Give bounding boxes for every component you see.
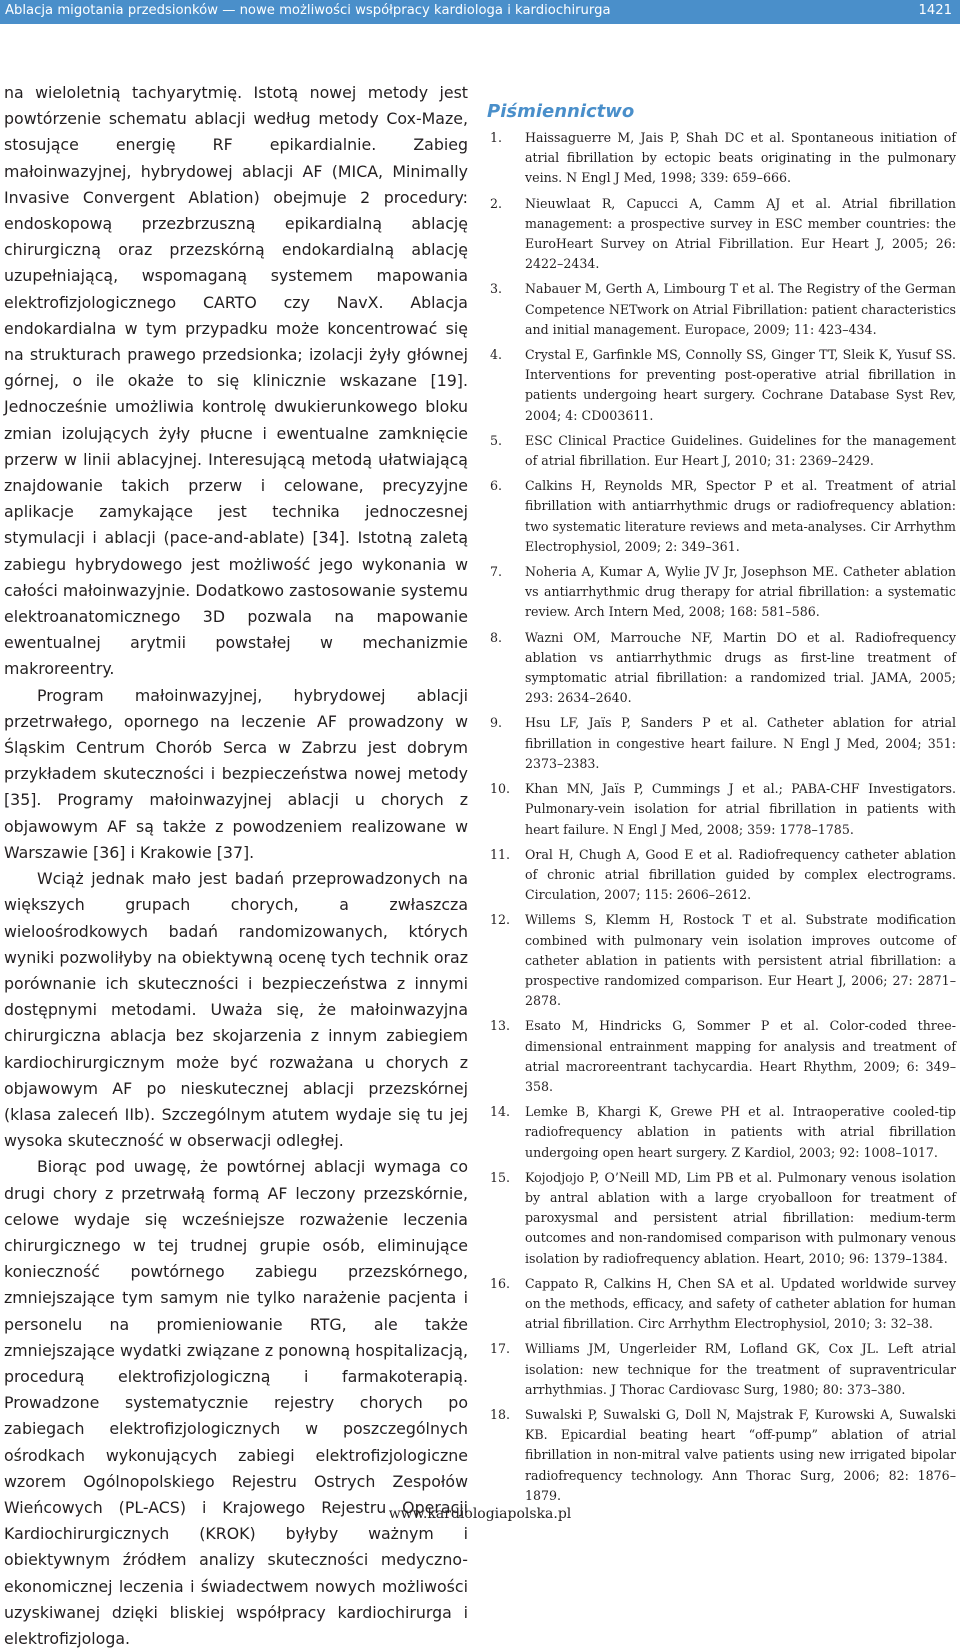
reference-item [486, 279, 956, 340]
reference-item [486, 1168, 956, 1269]
reference-text: Oral H, Chugh A, Good E et al. Radiofrequency catheter ablation of chronic atrial fibrillation guided by complex electrograms. Circulation, 2007; 115: 2606–2612. [525, 846, 956, 903]
reference-text: Hsu LF, Jaïs P, Sanders P et al. Catheter ablation for atrial fibrillation in congestive heart failure. N Engl J Med, 2004; 351: 2373–2383. [525, 715, 956, 771]
reference-number: 16. [490, 1275, 511, 1291]
body-paragraph: Program małoinwazyjnej, hybrydowej ablacji przetrwałego, opornego na leczenie AF prowadzony w Śląskim Centrum Chorób Serca w Zabrzu jest dobrym przykładem skuteczności i bezpieczeństwa nowej metody [35]. Programy małoinwazyjnej ablacji u chorych z objawowym AF są także z powodzeniem realizowane w Warszawie [36] i Krakowie [37]. [4, 685, 468, 862]
reference-number: 18. [490, 1406, 511, 1422]
reference-text: Esato M, Hindricks G, Sommer P et al. Color-coded three-dimensional entrainment mapping for analysis and treatment of atrial macroreentrant tachycardia. Heart Rhythm, 2009; 6: 349–358. [525, 1018, 956, 1094]
reference-item [486, 194, 956, 275]
reference-number: 12. [490, 912, 511, 928]
reference-item [486, 431, 956, 471]
reference-number: 2. [490, 195, 503, 211]
reference-text: Kojodjojo P, O’Neill MD, Lim PB et al. Pulmonary venous isolation by antral ablation with a large cryoballoon for treatment of paroxysmal and persistent atrial fibrillation: medium-term outcomes and non-randomised comparison with pulmonary venous isolation by radiofrequency ablation. Heart, 2010; 96: 1379–1384. [525, 1169, 956, 1266]
reference-item [486, 476, 956, 557]
reference-item [486, 562, 956, 623]
reference-text: Willems S, Klemm H, Rostock T et al. Substrate modification combined with pulmonary vein isolation improves outcome of catheter ablation in patients with persistent atrial fibrillation: a prospective randomized comparison. Eur Heart J, 2006; 27: 2871–2878. [525, 912, 956, 1009]
reference-text: Crystal E, Garfinkle MS, Connolly SS, Ginger TT, Sleik K, Yusuf SS. Interventions for preventing post-operative atrial fibrillation in patients undergoing heart surgery. Cochrane Database Syst Rev, 2004; 4: CD003611. [525, 347, 956, 423]
reference-number: 14. [490, 1104, 511, 1120]
reference-number: 5. [490, 432, 503, 448]
reference-text: Khan MN, Jaïs P, Cummings J et al.; PABA-CHF Investigators. Pulmonary-vein isolation for atrial fibrillation in patients with heart failure. N Engl J Med, 2008; 359: 1778–1785. [525, 781, 956, 837]
reference-item [486, 628, 956, 709]
reference-item [486, 910, 956, 1011]
reference-text: Noheria A, Kumar A, Wylie JV Jr, Josephson ME. Catheter ablation vs antiarrhythmic drug therapy for atrial fibrillation: a systematic review. Arch Intern Med, 2008; 168: 581–586. [525, 564, 956, 620]
reference-item [486, 713, 956, 774]
reference-number: 7. [490, 564, 503, 580]
reference-number: 13. [490, 1018, 511, 1034]
reference-item [486, 128, 956, 189]
reference-number: 4. [490, 347, 503, 363]
references-heading: Piśmiennictwo [487, 101, 635, 122]
reference-number: 8. [490, 629, 503, 645]
reference-number: 15. [490, 1169, 511, 1185]
article-body-column [4, 80, 468, 1652]
reference-number: 6. [490, 478, 503, 494]
reference-number: 17. [490, 1341, 511, 1357]
reference-item [486, 345, 956, 426]
reference-item [486, 1405, 956, 1506]
reference-text: Suwalski P, Suwalski G, Doll N, Majstrak F, Kurowski A, Suwalski KB. Epicardial beating heart “off-pump” ablation of atrial fibrillation in non-mitral valve patients using new irrigated bipolar radiofrequency technology. Ann Thorac Surg, 2006; 82: 1876–1879. [525, 1406, 956, 1503]
body-paragraph: Biorąc pod uwagę, że powtórnej ablacji wymaga co drugi chory z przetrwałą formą AF leczony przezskórnie, celowe wydaje się wcześniejsze rozważenie leczenia chirurgicznego w tej trudnej grupie osób, eliminujące konieczność powtórnego zabiegu przezskórnego, zmniejszające tym samym nie tylko narażenie pacjenta i personelu na promieniowanie RTG, ale także zmniejszające wydatki związane z ponowną hospitalizacją, procedurą elektrofizjologiczną i farmakoterapią. Prowadzone systematycznie rejestry chorych po zabiegach elektrofizjologicznych w poszczególnych ośrodkach wykonujących zabiegi elektrofizjologiczne wzorem Ogólnopolskiego Rejestru Ostrych Zespołów Wieńcowych (PL-ACS) i Krajowego Rejestru Operacji Kardiochirurgicznych (KROK) byłyby ważnym i obiektywnym źródłem analizy skuteczności medyczno-ekonomicznej leczenia i świadectwem nowych możliwości uzyskiwanej dzięki bliskiej współpracy kardiochirurga i elektrofizjologa. [4, 1157, 468, 1648]
reference-number: 9. [490, 715, 503, 731]
reference-number: 11. [490, 846, 511, 862]
reference-text: Nieuwlaat R, Capucci A, Camm AJ et al. Atrial fibrillation management: a prospective survey in ESC member countries: the EuroHeart Survey on Atrial Fibrillation. Eur Heart J, 2005; 26: 2422–2434. [525, 195, 956, 272]
reference-number: 10. [490, 781, 511, 797]
reference-item [486, 1102, 956, 1163]
footer-url: www.kardiologiapolska.pl [388, 1506, 572, 1522]
reference-item [486, 845, 956, 906]
reference-text: ESC Clinical Practice Guidelines. Guidelines for the management of atrial fibrillation. Eur Heart J, 2010; 31: 2369–2429. [525, 432, 956, 469]
body-paragraph: Wciąż jednak mało jest badań przeprowadzonych na większych grupach chorych, a zwłaszcza wieloośrodkowych badań randomizowanych, których wyniki pozwoliłyby na obiektywną ocenę tych technik oraz porównanie ich skuteczności i bezpieczeństwa z innymi dostępnymi metodami. Uważa się, że małoinwazyjna chirurgiczna ablacja bez skojarzenia z innym zabiegiem kardiochirurgicznym może być rozważana u chorych z objawowym AF po nieskutecznej ablacji przezskórnej (klasa zaleceń IIb). Szczególnym atutem wydaje się tu jej wysoka skuteczność w obserwacji odległej. [4, 869, 468, 1151]
body-paragraph: na wieloletnią tachyarytmię. Istotą nowej metody jest powtórzenie schematu ablacji według metody Cox-Maze, stosujące energię RF epikardialnie. Zabieg małoinwazyjnej, hybrydowej ablacji AF (MICA, Minimally Invasive Convergent Ablation) obejmuje 2 procedury: endoskopową przezbrzuszną epikardialną ablację chirurgiczną oraz przezskórną endokardialną ablację uzupełniającą, wspomaganą systemem mapowania elektrofizjologicznego CARTO czy NavX. Ablacja endokardialna w tym przypadku może koncentrować się na strukturach prawego przedsionka; izolacji żyły głównej górnej, o ile okaże to się klinicznie wskazane [19]. Jednocześnie umożliwia kontrolę dwukierunkowego bloku zmian izolujących żyły płucne i ewentualne zamknięcie przerw w linii ablacyjnej. Interesującą metodą ułatwiającą znajdowanie takich przerw i celowane, precyzyjne aplikacje zamykające jest technika jednoczesnej stymulacji i ablacji (pace-and-ablate) [34]. Istotną zaletą zabiegu hybrydowego jest możliwość jego wykonania w całości małoinwazyjnie. Dodatkowo zastosowanie systemu elektroanatomicznego 3D pozwala na mapowanie ewentualnej arytmii powstałej w mechanizmie makroreentry. [4, 83, 468, 679]
reference-number: 3. [490, 281, 503, 297]
reference-text: Nabauer M, Gerth A, Limbourg T et al. The Registry of the German Competence NETwork on Atrial Fibrillation: patient characteristics and initial management. Europace, 2009; 11: 423–434. [525, 281, 956, 337]
reference-text: Wazni OM, Marrouche NF, Martin DO et al. Radiofrequency ablation vs antiarrhythmic drugs as first-line treatment of symptomatic atrial fibrillation: a randomized trial. JAMA, 2005; 293: 2634–2640. [525, 629, 956, 706]
reference-text: Lemke B, Khargi K, Grewe PH et al. Intraoperative cooled-tip radiofrequency ablation in patients with atrial fibrillation undergoing open heart surgery. Z Kardiol, 2003; 92: 1008–1017. [525, 1104, 956, 1160]
reference-item [486, 1274, 956, 1335]
reference-text: Haissaguerre M, Jais P, Shah DC et al. Spontaneous initiation of atrial fibrillation by ectopic beats originating in the pulmonary veins. N Engl J Med, 1998; 339: 659–666. [525, 130, 956, 186]
references-section [486, 100, 956, 1511]
running-header [0, 0, 960, 24]
reference-item [486, 1016, 956, 1097]
reference-item [486, 1339, 956, 1400]
page-number: 1421 [918, 3, 952, 18]
reference-item [486, 779, 956, 840]
reference-list [486, 128, 956, 1506]
reference-text: Calkins H, Reynolds MR, Spector P et al. Treatment of atrial fibrillation with antiarrhythmic drugs or radiofrequency ablation: two systematic literature reviews and meta-analyses. Cir Arrhythm Electrophysiol, 2009; 2: 349–361. [525, 478, 956, 554]
reference-number: 1. [490, 130, 503, 145]
reference-text: Cappato R, Calkins H, Chen SA et al. Updated worldwide survey on the methods, efficacy, and safety of catheter ablation for human atrial fibrillation. Circ Arrhythm Electrophysiol, 2010; 3: 32–38. [525, 1275, 956, 1332]
running-header-title: Ablacja migotania przedsionków — nowe możliwości współpracy kardiologa i kardiochirurga [5, 3, 611, 18]
reference-text: Williams JM, Ungerleider RM, Lofland GK, Cox JL. Left atrial isolation: new technique for the treatment of supraventricular arrhythmias. J Thorac Cardiovasc Surg, 1980; 80: 373–380. [525, 1341, 956, 1397]
